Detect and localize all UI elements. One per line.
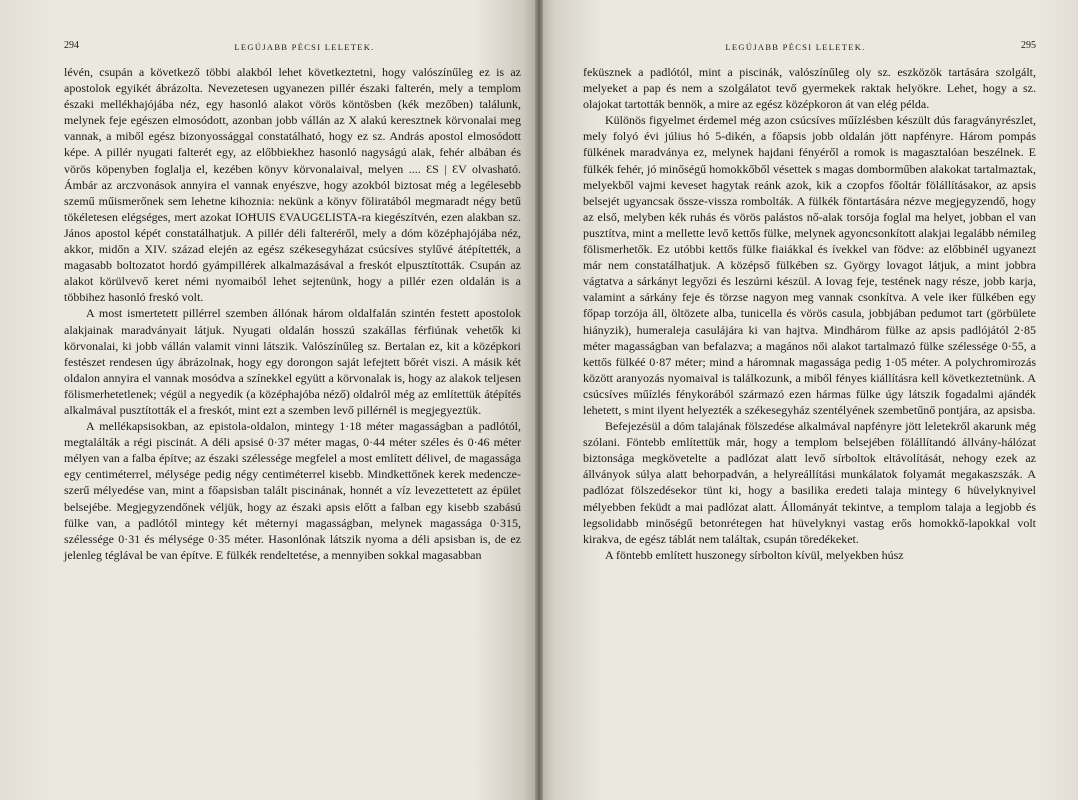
left-page-number: 294 xyxy=(64,40,79,51)
left-running-head: LEGÚJABB PÉCSI LELETEK. xyxy=(234,42,375,52)
right-page xyxy=(539,0,1078,800)
right-page-body xyxy=(583,64,1036,563)
book-gutter xyxy=(535,0,543,800)
paragraph: A mellékapsisokban, az epistola-oldalon, mintegy 1·18 méter magasságban a padlótól, megtalálták a régi piscinát. A déli apsisé 0·37 méter magas, 0·44 méter széles és 0·46 méter mélyen van a falba építve; az északi szélessége megfelel a most említett délivel, de magassága egy centiméterrel, mélysége pedig négy centiméterrel kisebb. Mindkettőnek kerek medencze-szerű mélyedése van, mint a főapsisban talált piscinának, honnét a víz levezettetett az épület belsejébe. Megjegyzendőnek véljük, hogy az északi apsis előtt a falban egy kisebb szabású fülke van, a padlótól mintegy két méternyi magasságban, melynek magassága 0·315, szélessége 0·31 és mélysége 0·35 méter. Hasonlónak látszik nyoma a déli apsisban is, de ez jelenleg téglával be van építve. E fülkék rendeltetése, a mennyiben sokkal magasabban xyxy=(64,419,521,562)
paragraph: lévén, csupán a következő többi alakból lehet következtetni, hogy valószínűleg ez is az apostolok egyikét ábrázolta. Nevezetesen ugyanezen pillér északi falterén, mely a templom északi mellékhajójába néz, egy hasonló alakot vörös köntösben (kék mezőben) találunk, melynek feje egészen elmosódott, azonban jobb vállán az X alakú keresztnek körvonalai meg vannak, a miből egész bizonyossággal constatálható, hogy ez sz. András apostol elmosódott képe. A pillér nyugati falterét egy, az előbbiekhez hasonló nagyságú alak, fehér albában és vörös köpenyben foglalja el, kezében könyv körvonalaival, melyen .... ƐS | ƐV olvasható. Ámbár az arczvonások annyira el vannak enyészve, hogy azokból biztosat még a legélesebb szemű műismerőnek sem lehetne kihoznia: nekünk a könyv föliratából megmaradt négy betű tökéletesen elégséges, mert azokat IOĦUIS ƐVAUGƐLISTA-ra kiegészítvén, ezen alakban sz. János apostol képét constatálhatjuk. A pillér déli falteréről, mely a dóm középhajójába néz, akkor, midőn a XIV. század elején az egész székesegyházat csúcsíves stylűvé átépítették, a magasabb boltozatot hordó gyámpillérek alkalmazásával a freskót elpusztították. Csupán az alakot körülvevő keret némi nyomaiból lehet sejtenünk, hogy a pillér ezen oldalán is a többihez hasonló freskó volt. xyxy=(64,65,521,305)
left-page-header xyxy=(64,40,521,56)
right-running-head: LEGÚJABB PÉCSI LELETEK. xyxy=(725,42,866,52)
left-page-body xyxy=(64,64,521,563)
paragraph: feküsznek a padlótól, mint a piscinák, valószínűleg oly sz. eszközök tartására szolgált, melyeket a pap és nem a szolgálatot tevő gyermekek raktak helyökre. Lehet, hogy a sz. olajokat tartották bennök, a mire az egész középkoron át van elég példa. xyxy=(583,65,1036,112)
paragraph: A most ismertetett pillérrel szemben állónak három oldalfalán szintén festett apostolok alakjainak maradványait látjuk. Nyugati oldalán hosszú szakállas férfiúnak vehetők ki körvonalai, ki jobb vállán valamit vinni látszik. Valószínűleg sz. Bertalan ez, kit a középkori festészet rendesen úgy ábrázolnak, hogy egy dorongon saját lefejtett bőrét viszi. A másik két oldalon annyira el vannak mosódva a színekkel együtt a körvonalak is, hogy az alakok teljesen fölismerhetetlenek; végül a negyedik (a középhajóba néző) oldalról még az említettük átépítés alkalmával pusztították el a freskót, mint ezt a szemben levő pillérnél is megjegyeztük. xyxy=(64,306,521,417)
paragraph: A föntebb említett huszonegy sírbolton kívül, melyekben húsz xyxy=(605,547,904,562)
right-page-header xyxy=(583,40,1036,56)
paragraph: Befejezésül a dóm talajának fölszedése alkalmával napfényre jött leletekről akarunk még szólani. Föntebb említettük már, hogy a templom belsejében fölállítandó állvány-hálózat biztonsága megkövetelte a padlózat alatt levő sírboltok eltávolítását, nehogy ezek az állványok súlya alatt behorpadván, a helyreállítási munkálatok folyamát megakaszszák. A padlózat fölszedésekor tünt ki, hogy a basilika eredeti talaja mintegy 6 hüvelyknyivel mélyebben feküdt a mai padlózat alatt. Állományát tekintve, a templom talaja a legjobb és legsolidabb minőségű betonrétegen hat hüvelyknyi vastag erős homokkő-lapokkal volt kirakva, de egész táblát nem találtak, csupán töredékeket. xyxy=(583,419,1036,546)
right-page-number: 295 xyxy=(1021,40,1036,51)
paragraph: Különös figyelmet érdemel még azon csúcsíves műízlésben készült dús faragványrészlet, mely folyó évi július hó 5-dikén, a főapsis jobb oldalán jött napfényre. Három pompás fülkének maradványa ez, melynek hajdani fényéről a romok is magasztalóan beszélnek. E fülkék fehér, jó minőségű homokkőből vésettek s magas domborműben alakokat tartalmaztak, melyekből vajmi keveset hagytak reánk azok, kik a czopfos főoltár fölállításakor, az apsis belsejét ugyancsak össze-vissza rombolták. A fülkék föntartására nézve megjegyzendő, hogy az első, melyben kék ruhás és vörös palástos nő-alak torsója foglal ma helyet, jobban el van pusztítva, mint a mellette levő kettős fülke, melynek agyoncsonkított alakjai legalább némileg fölismerhetők. Ez utóbbi kettős fülke fiaiákkal és ívekkel van födve: az előbbinél ugyanezt már nem constatálhatjuk. A középső fülkében sz. György lovagot látjuk, a mint jobbra vágtatva a sárkányt legyőzi és leszúrni készül. A lovag feje, testének nagy része, jobb karja, valamint a sárkány feje és törzse nagyon meg vannak csonkítva. A vele iker fülkében egy főpap torzója áll, öltözete alba, tunicella és vörös casula, jobbjában pedumot tart (görbülete hiányzik), humeraleja casulájára ki van hajtva. Mindhárom fülke az apsis padlójától 2·85 méter magasságban van befalazva; a magános női alakot tartalmazó fülke szélessége 0·55, a kettős fülkéé 0·87 méter; mind a háromnak magassága pedig 1·05 méter. A polychromirozás között aranyozás nyomaival is találkozunk, a miből fényes kiállításra kell következtetnünk. A csúcsíves műízlés fénykorából származó ezen hármas fülke úgy látszik fogadalmi ajándék lehetett, s mint ilyent helyezték a székesegyház szentélyének szembetűnő pontjára, az apsisba. xyxy=(583,113,1036,417)
